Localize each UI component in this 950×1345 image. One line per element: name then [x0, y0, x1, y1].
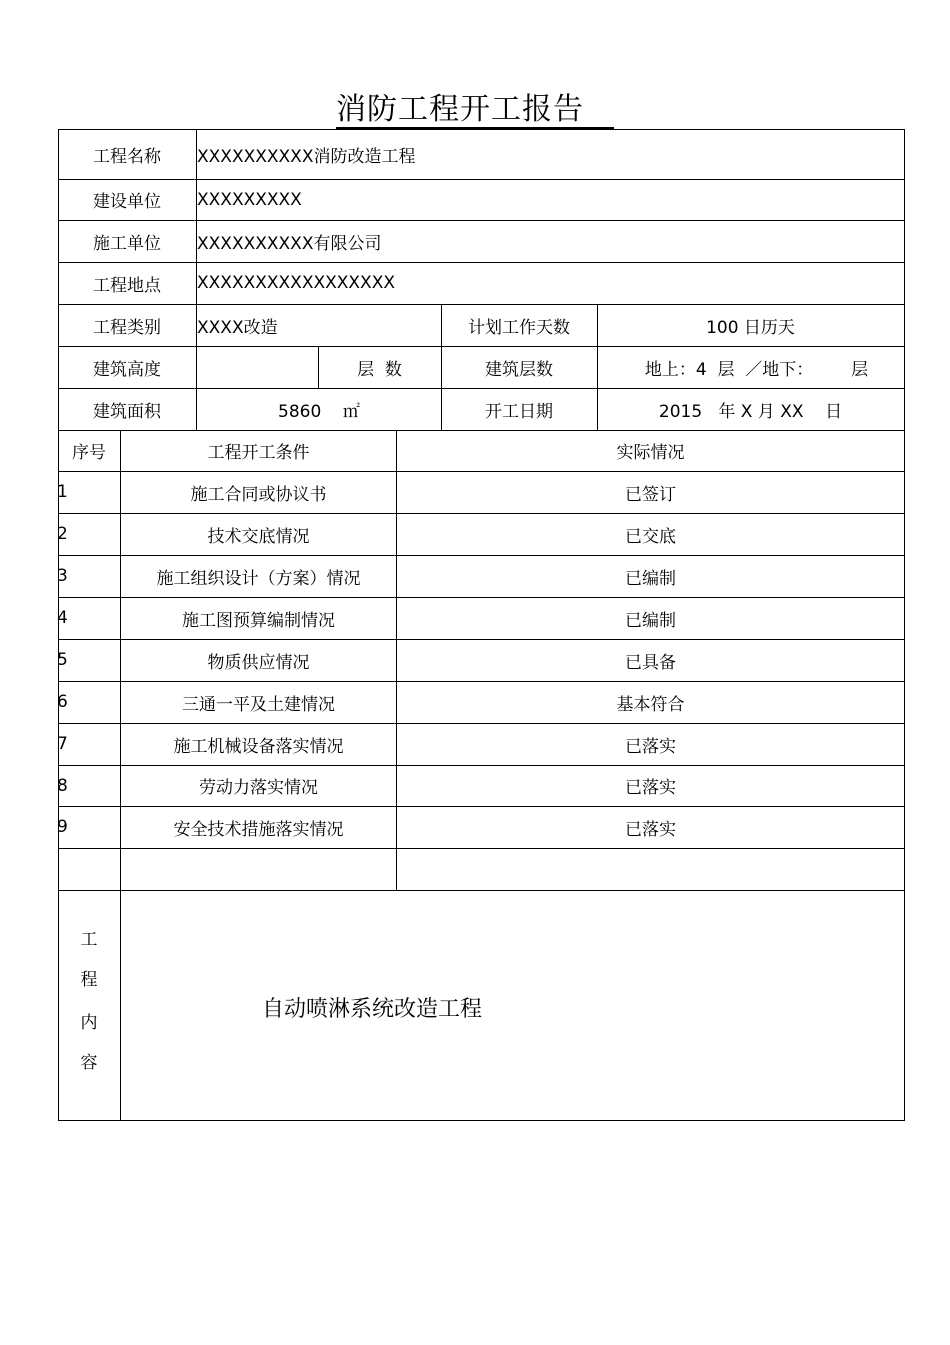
row-condition: 施工组织设计（方案）情况	[156, 568, 361, 589]
start-date-label: 开工日期	[485, 401, 553, 422]
row-no: 6	[57, 692, 68, 712]
plan-days-label: 计划工作天数	[468, 317, 570, 338]
row-condition: 安全技术措施落实情况	[173, 819, 344, 840]
location-label: 工程地点	[93, 275, 161, 296]
row-no: 1	[57, 482, 68, 502]
owner-label: 建设单位	[93, 192, 161, 212]
row-status: 已落实	[625, 819, 676, 840]
row-status: 已落实	[625, 778, 676, 798]
row-no: 7	[57, 734, 68, 754]
row-status	[397, 848, 904, 890]
row-condition: 施工合同或协议书	[190, 484, 327, 505]
row-condition: 施工机械设备落实情况	[173, 736, 344, 757]
row-no	[57, 848, 119, 890]
project-name-label: 工程名称	[93, 146, 161, 167]
row-condition: 物质供应情况	[207, 652, 310, 673]
row-no: 3	[57, 566, 68, 586]
row-condition: 劳动力落实情况	[199, 778, 318, 798]
project-name-value: XXXXXXXXXX消防改造工程	[197, 146, 416, 167]
floors-label: 层 数	[357, 359, 402, 380]
row-no: 2	[57, 524, 68, 544]
category-label: 工程类别	[93, 317, 161, 338]
row-no: 9	[57, 817, 68, 837]
row-no: 4	[57, 608, 68, 628]
row-status: 已具备	[625, 652, 676, 673]
row-condition: 三通一平及土建情况	[182, 694, 335, 715]
row-condition: 施工图预算编制情况	[182, 610, 335, 631]
height-value	[197, 346, 318, 388]
header-condition: 工程开工条件	[207, 443, 310, 463]
row-no: 5	[57, 650, 68, 670]
owner-value: XXXXXXXXX	[197, 189, 302, 210]
row-status: 已编制	[625, 610, 676, 631]
row-condition	[121, 848, 396, 890]
row-status: 基本符合	[616, 694, 685, 715]
content-label-char: 内	[80, 1012, 98, 1033]
plan-days-value: 100 日历天	[706, 317, 795, 338]
header-status: 实际情况	[616, 443, 685, 463]
category-value: XXXX改造	[197, 317, 278, 338]
location-value: XXXXXXXXXXXXXXXXX	[197, 273, 395, 293]
area-label: 建筑面积	[93, 401, 161, 422]
header-no: 序号	[72, 443, 106, 463]
row-no: 8	[57, 775, 68, 796]
content-label-char: 容	[80, 1052, 98, 1073]
content-label-char: 程	[80, 969, 98, 990]
page-title: 消防工程开工报告	[0, 84, 950, 128]
contractor-value: XXXXXXXXXX有限公司	[197, 233, 382, 254]
row-condition: 技术交底情况	[207, 526, 310, 547]
floor-count-label: 建筑层数	[485, 359, 553, 380]
contractor-label: 施工单位	[93, 233, 161, 254]
height-label: 建筑高度	[93, 359, 161, 380]
content-label-char: 工	[80, 929, 98, 950]
content-value: 自动喷淋系统改造工程	[262, 996, 483, 1022]
floor-count-value: 地上：4 层 ／地下： 层	[644, 359, 869, 380]
row-status: 已落实	[625, 736, 676, 757]
start-date-value: 2015 年 X 月 XX 日	[658, 401, 843, 422]
row-status: 已签订	[625, 484, 676, 505]
area-value: 5860 ㎡	[278, 401, 360, 422]
row-status: 已交底	[625, 526, 676, 547]
row-status: 已编制	[625, 568, 676, 589]
